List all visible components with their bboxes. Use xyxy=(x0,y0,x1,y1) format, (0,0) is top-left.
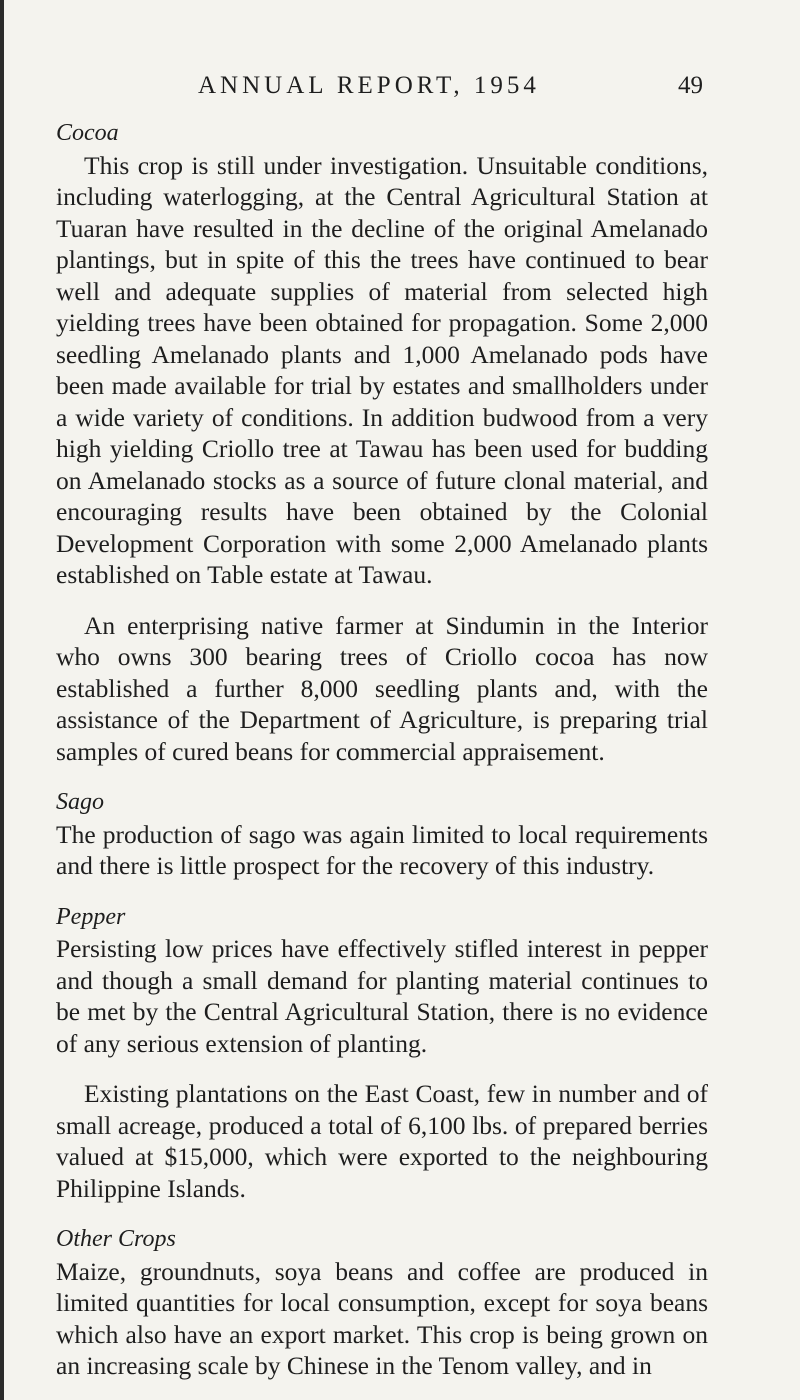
section-heading: Other Crops xyxy=(56,1226,176,1252)
section-heading: Sago xyxy=(56,789,104,815)
section-sago xyxy=(56,787,708,882)
section-other-crops xyxy=(56,1224,708,1382)
page-header xyxy=(0,72,800,108)
page-number: 49 xyxy=(678,72,703,99)
running-title: ANNUAL REPORT, 1954 xyxy=(198,72,540,99)
paragraph: The production of sago was again limited to local requirements and there is little prospect for the recovery of this industry. xyxy=(56,819,708,880)
section-heading: Pepper xyxy=(56,903,126,930)
page-body xyxy=(56,118,708,1382)
page-binding-edge xyxy=(0,0,4,1400)
paragraph: Existing plantations on the East Coast, few in number and of small acreage, produced a total of 6,100 lbs. of prepared berries valued at $15,000, which were exported to the neighbouring Philippine Islands. xyxy=(56,1079,708,1203)
section-heading: Cocoa xyxy=(56,120,119,146)
paragraph: Maize, groundnuts, soya beans and coffee are produced in limited quantities for local consumption, except for soya beans which also have an export market. This crop is being grown on an increasing scale by Chinese in the Tenom valley, and in xyxy=(56,1256,708,1380)
section-cocoa xyxy=(56,118,708,767)
section-pepper xyxy=(56,902,708,1205)
paragraph: An enterprising native farmer at Sindumin in the Interior who owns 300 bearing trees of Criollo cocoa has now established a further 8,000 seedling plants and, with the assistance of the Department of Agriculture, is preparing trial samples of cured beans for commercial appraisement. xyxy=(56,610,708,766)
paragraph: This crop is still under investigation. Unsuitable conditions, including waterlogging, at the Central Agricultural Station at Tuaran have resulted in the decline of the original Amelanado plantings, but in spite of this the trees have continued to bear well and adequate supplies of material from selected high yielding trees have been obtained for propagation. Some 2,000 seedling Amelanado plants and 1,000 Amelanado pods have been made available for trial by estates and smallholders under a wide variety of conditions. In addition budwood from a very high yielding Criollo tree at Tawau has been used for budding on Amelanado stocks as a source of future clonal material, and encouraging results have been obtained by the Colonial Development Corporation with some 2,000 Amelanado plants established on Table estate at Tawau. xyxy=(56,150,708,589)
paragraph: Persisting low prices have effectively stifled interest in pepper and though a small demand for planting material continues to be met by the Central Agricultural Station, there is no evidence of any serious extension of planting. xyxy=(56,934,708,1058)
